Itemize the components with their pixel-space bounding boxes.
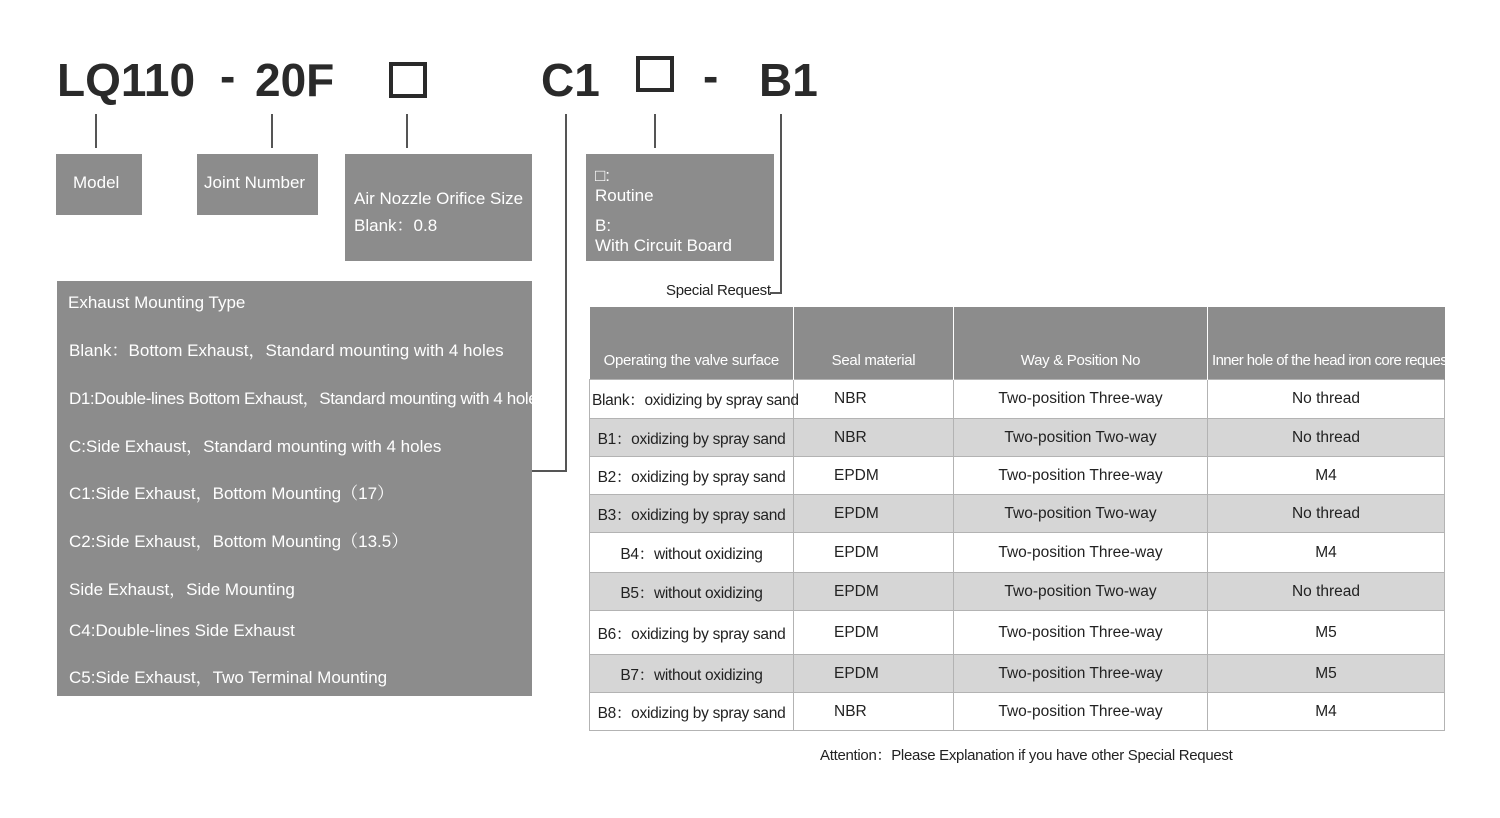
header-seal-material: Seal material <box>794 307 954 380</box>
table-row <box>590 380 1445 419</box>
exhaust-mounting-box <box>57 281 546 696</box>
cell-way-position: Two-position Three-way <box>954 655 1208 693</box>
nozzle-box <box>345 154 532 261</box>
header-inner-hole: Inner hole of the head iron core request <box>1208 307 1445 380</box>
cell-valve-surface: B8：oxidizing by spray sand <box>590 693 794 731</box>
cell-inner-hole: M5 <box>1208 611 1445 655</box>
cell-way-position: Two-position Two-way <box>954 573 1208 611</box>
cell-seal-material: NBR <box>794 419 954 457</box>
exhaust-item: C2:Side Exhaust，Bottom Mounting（13.5） <box>69 532 409 551</box>
cell-valve-surface: B7：without oxidizing <box>590 655 794 693</box>
code-joint: 20F <box>255 54 335 106</box>
cell-seal-material: NBR <box>794 693 954 731</box>
table-row <box>590 655 1445 693</box>
connector-nozzle <box>406 114 408 148</box>
joint-number-label: Joint Number <box>204 173 306 192</box>
cell-valve-surface: Blank：oxidizing by spray sand <box>590 380 794 419</box>
cell-seal-material: EPDM <box>794 533 954 573</box>
joint-number-box <box>197 154 318 215</box>
connector-exhaust <box>565 114 567 472</box>
board-symbol: B: <box>595 216 612 235</box>
cell-inner-hole: No thread <box>1208 380 1445 419</box>
table-row <box>590 533 1445 573</box>
table-row <box>590 457 1445 495</box>
code-model: LQ110 <box>57 54 196 106</box>
connector-special-h <box>770 292 782 294</box>
cell-valve-surface: B1：oxidizing by spray sand <box>590 419 794 457</box>
model-label: Model <box>73 173 120 192</box>
spec-table <box>589 307 1451 731</box>
cell-valve-surface: B4：without oxidizing <box>590 533 794 573</box>
cell-way-position: Two-position Three-way <box>954 457 1208 495</box>
exhaust-item: Blank：Bottom Exhaust，Standard mounting with 4 holes <box>69 341 504 360</box>
cell-inner-hole: No thread <box>1208 495 1445 533</box>
table-row <box>590 573 1445 611</box>
table-header-row <box>590 307 1445 380</box>
connector-joint <box>271 114 273 148</box>
code-nozzle-square <box>389 62 427 98</box>
table-row <box>590 419 1445 457</box>
cell-seal-material: NBR <box>794 380 954 419</box>
cell-valve-surface: B2：oxidizing by spray sand <box>590 457 794 495</box>
cell-seal-material: EPDM <box>794 457 954 495</box>
cell-inner-hole: M4 <box>1208 533 1445 573</box>
header-valve-surface: Operating the valve surface <box>590 307 794 380</box>
connector-special <box>780 114 782 294</box>
table-row <box>590 611 1445 655</box>
cell-seal-material: EPDM <box>794 573 954 611</box>
nozzle-label: Air Nozzle Orifice Size <box>354 189 524 208</box>
routine-box <box>586 154 774 261</box>
cell-seal-material: EPDM <box>794 611 954 655</box>
cell-valve-surface: B6：oxidizing by spray sand <box>590 611 794 655</box>
exhaust-title: Exhaust Mounting Type <box>68 293 246 312</box>
special-request-label: Special Request <box>666 282 771 299</box>
code-special: B1 <box>759 54 818 106</box>
exhaust-item: C5:Side Exhaust，Two Terminal Mounting <box>69 668 388 687</box>
cell-way-position: Two-position Two-way <box>954 495 1208 533</box>
routine-label: Routine <box>595 186 654 205</box>
cell-way-position: Two-position Three-way <box>954 380 1208 419</box>
code-routine-square <box>636 56 674 92</box>
connector-routine <box>654 114 656 148</box>
attention-note: Attention：Please Explanation if you have other Special Request <box>820 747 1233 764</box>
code-exhaust: C1 <box>541 54 600 106</box>
code-dash-1: - <box>220 50 236 102</box>
exhaust-item: C4:Double-lines Side Exhaust <box>69 621 295 640</box>
cell-way-position: Two-position Two-way <box>954 419 1208 457</box>
cell-inner-hole: M4 <box>1208 457 1445 495</box>
code-dash-2: - <box>703 50 719 102</box>
exhaust-item: D1:Double-lines Bottom Exhaust，Standard mounting with 4 holes <box>69 389 546 408</box>
nozzle-blank-value: Blank：0.8 <box>354 216 438 235</box>
model-box <box>56 154 142 215</box>
cell-valve-surface: B3：oxidizing by spray sand <box>590 495 794 533</box>
exhaust-item: Side Exhaust，Side Mounting <box>69 580 295 599</box>
cell-inner-hole: M4 <box>1208 693 1445 731</box>
exhaust-item: C:Side Exhaust，Standard mounting with 4 holes <box>69 437 442 456</box>
connector-exhaust-h <box>532 470 567 472</box>
cell-way-position: Two-position Three-way <box>954 533 1208 573</box>
cell-inner-hole: No thread <box>1208 419 1445 457</box>
exhaust-item: C1:Side Exhaust，Bottom Mounting（17） <box>69 484 395 503</box>
cell-inner-hole: M5 <box>1208 655 1445 693</box>
cell-inner-hole: No thread <box>1208 573 1445 611</box>
cell-seal-material: EPDM <box>794 495 954 533</box>
board-label: With Circuit Board <box>595 236 732 255</box>
cell-way-position: Two-position Three-way <box>954 693 1208 731</box>
header-way-position: Way & Position No <box>954 307 1208 380</box>
table-row <box>590 693 1445 731</box>
routine-symbol: □: <box>595 166 610 185</box>
cell-valve-surface: B5：without oxidizing <box>590 573 794 611</box>
cell-seal-material: EPDM <box>794 655 954 693</box>
table-row <box>590 495 1445 533</box>
cell-way-position: Two-position Three-way <box>954 611 1208 655</box>
connector-model <box>95 114 97 148</box>
